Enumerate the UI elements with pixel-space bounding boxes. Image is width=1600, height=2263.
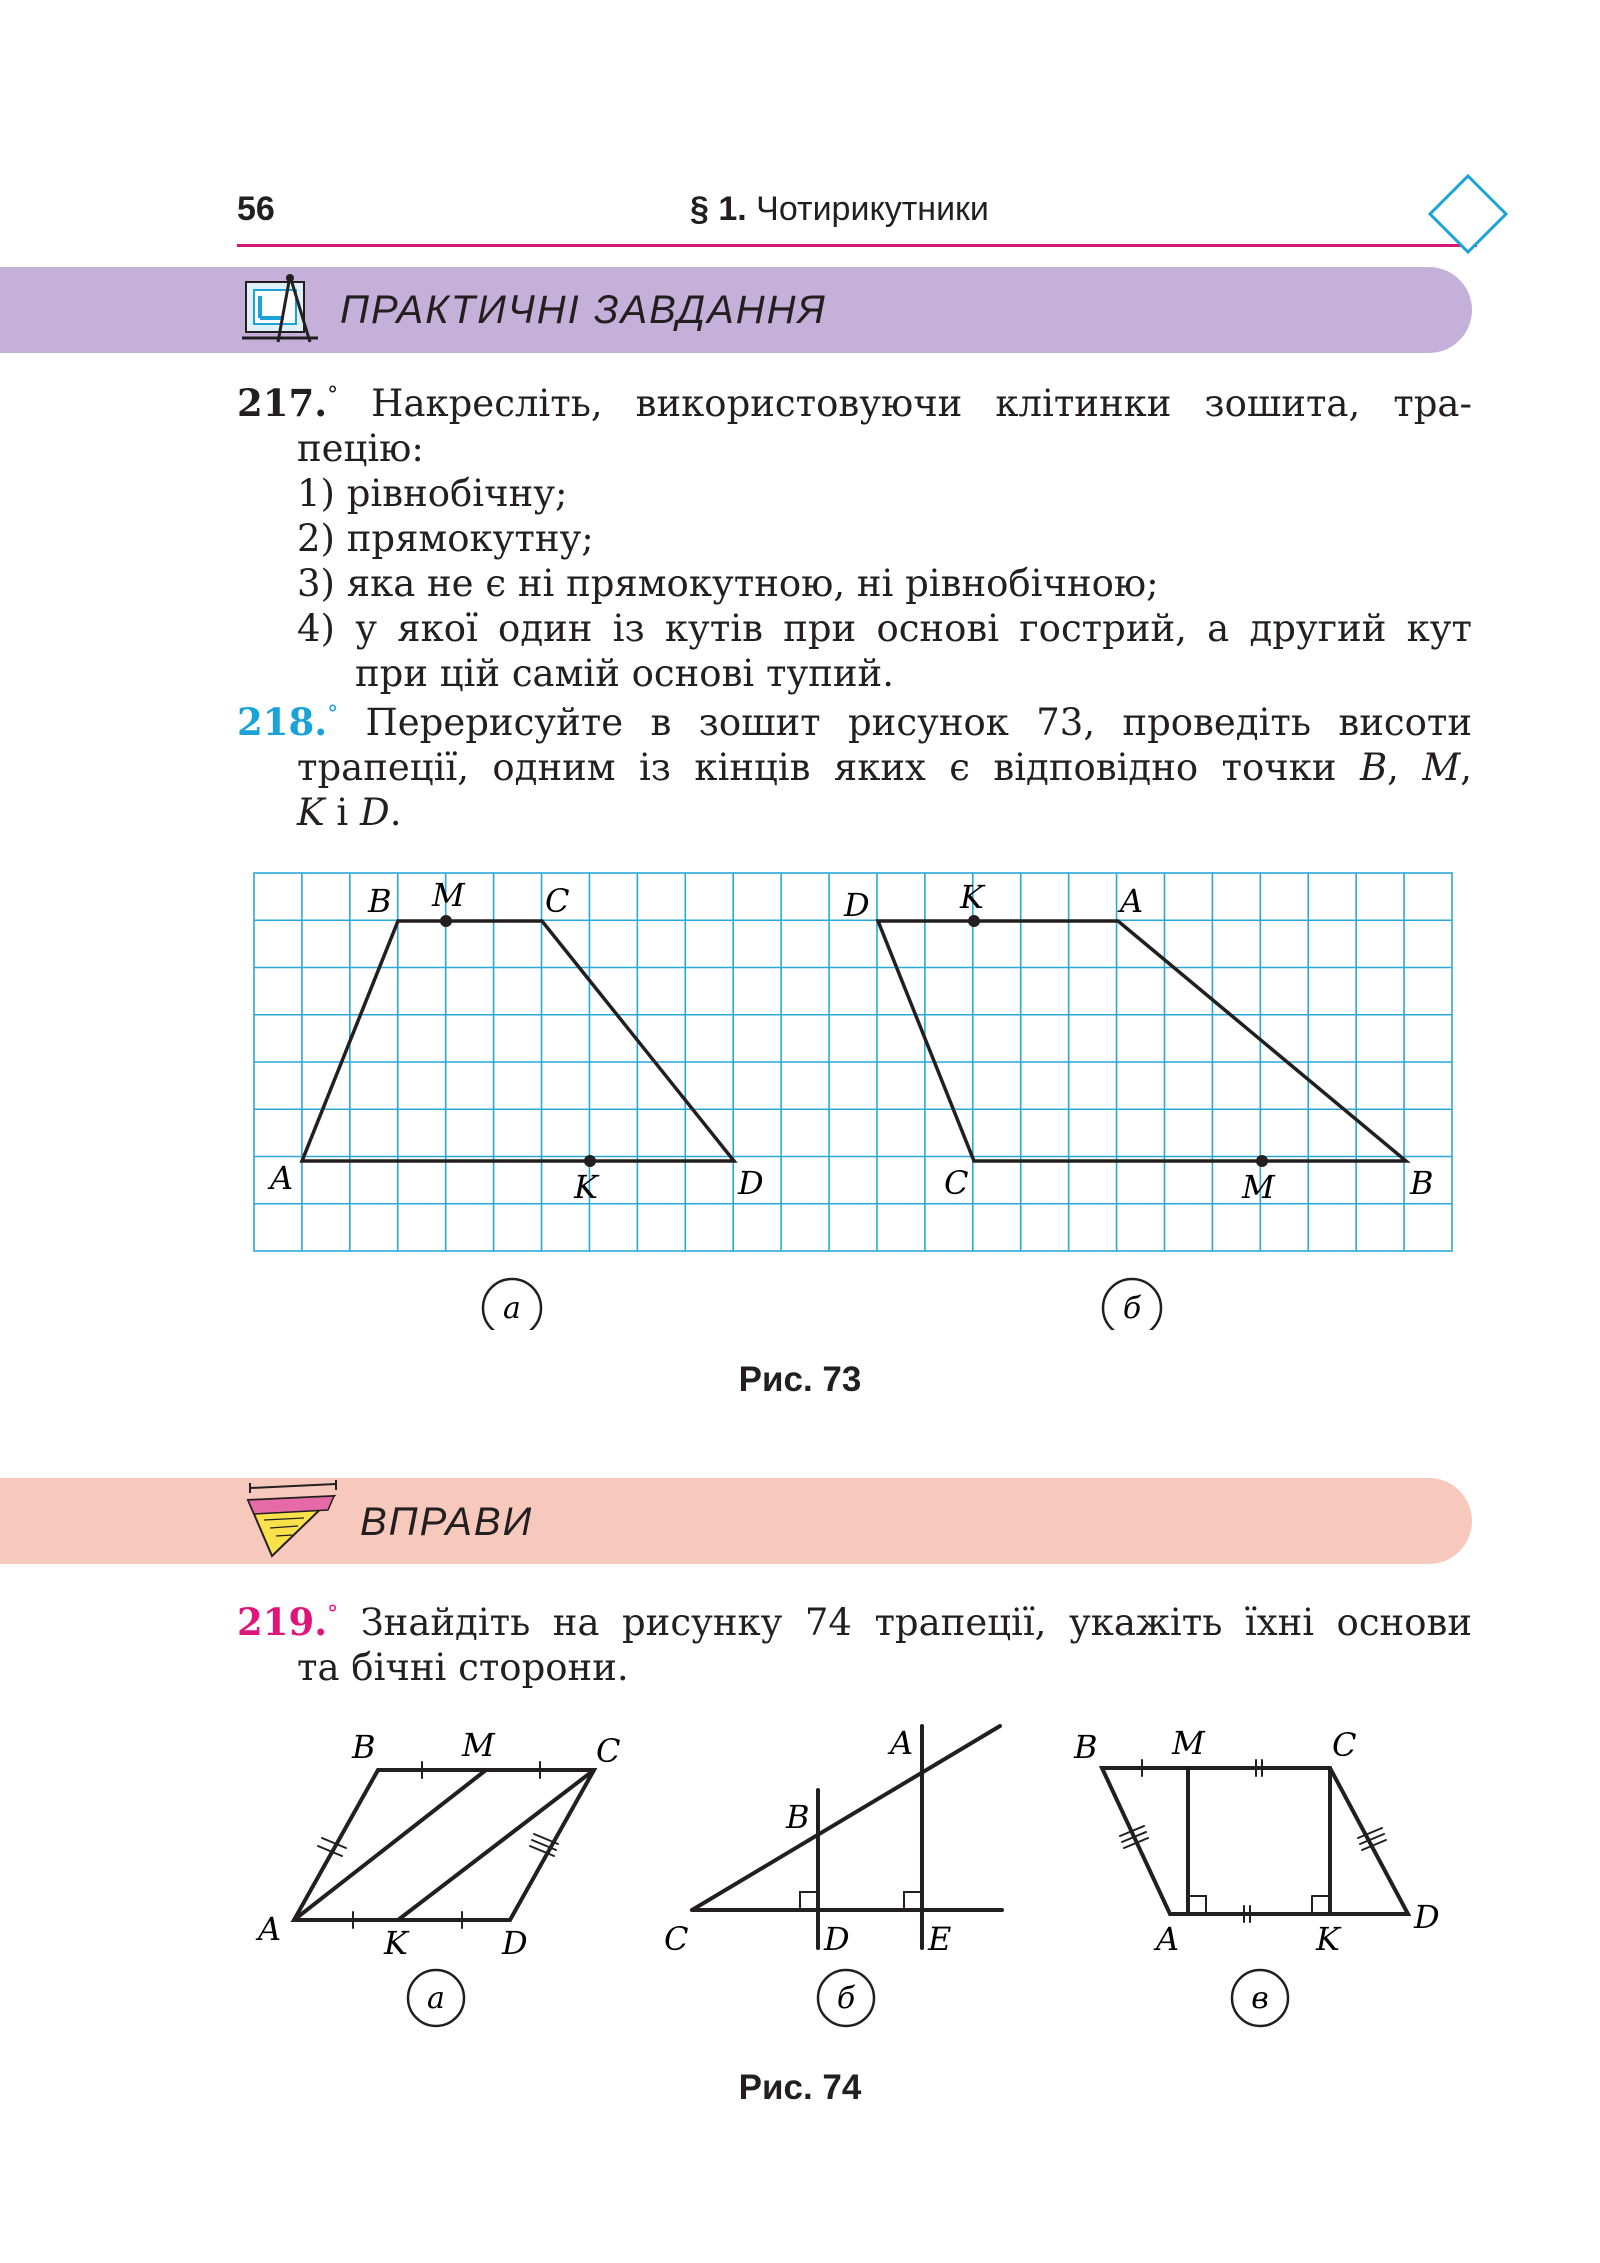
figure-73 [240, 860, 1470, 1330]
label-d: D [844, 886, 870, 924]
label-k: K [1316, 1920, 1340, 1958]
trapezoid-a [302, 921, 734, 1161]
label-c: C [944, 1164, 969, 1202]
label-a: A [1120, 882, 1144, 920]
task-text: Перерисуйте в зошит рисунок 73, проведіть висоти [365, 701, 1472, 744]
task-text: Накресліть, використовуючи клітинки зошита, тра- [371, 382, 1472, 425]
list-item: 1) рівнобічну; [297, 472, 568, 515]
label-m: M [432, 876, 465, 914]
point-m [1256, 1155, 1268, 1167]
drafting-tools-icon [240, 272, 324, 348]
label-m: M [1172, 1724, 1205, 1762]
task-text: пецію: [297, 427, 424, 470]
label-k: K [574, 1168, 598, 1206]
task-text: Знайдіть на рисунку 74 трапеції, укажіть їхні основи [360, 1601, 1472, 1644]
list-item: 3) яка не є ні прямокутною, ні рівнобічною; [297, 562, 1159, 605]
exercises-banner [0, 1478, 1472, 1564]
label-c: C [596, 1732, 621, 1770]
task-219 [237, 1592, 1472, 1690]
diamond-icon [1426, 172, 1510, 256]
sub-label-a: а [427, 1981, 445, 2016]
label-d: D [502, 1924, 528, 1962]
figure-73-caption: Рис. 73 [738, 1360, 862, 1399]
label-k: K [384, 1924, 408, 1962]
header-rule [237, 244, 1477, 247]
section-title: Чотирикутники [756, 190, 989, 228]
practical-title: ПРАКТИЧНІ ЗАВДАННЯ [340, 288, 827, 332]
sub-label-v: в [1251, 1981, 1269, 2016]
list-item: 2) прямокутну; [297, 517, 594, 560]
figure-74-caption: Рис. 74 [738, 2068, 862, 2107]
label-b: B [1410, 1164, 1434, 1202]
exercises-title: ВПРАВИ [360, 1500, 534, 1544]
label-c: C [664, 1920, 689, 1958]
label-c: C [545, 882, 570, 920]
task-number: 218. [237, 700, 328, 744]
conjunction: і [336, 791, 349, 834]
label-m: M [1242, 1168, 1275, 1206]
list-item: при цій самій основі тупий. [355, 652, 894, 695]
task-number: 219. [237, 1600, 328, 1644]
point-k [968, 915, 980, 927]
task-number: 217. [237, 381, 328, 425]
comma: , [1460, 746, 1472, 789]
label-b: B [786, 1798, 810, 1836]
point-k [584, 1155, 596, 1167]
degree-mark: ° [327, 702, 339, 727]
label-a: A [270, 1159, 294, 1197]
degree-mark: ° [327, 1602, 339, 1627]
task-text: трапеції, одним із кінців яких є відповідно точки [297, 746, 1360, 789]
label-k: K [960, 878, 984, 916]
task-text: та бічні сторони. [297, 1646, 629, 1689]
sub-label-b: б [1122, 1291, 1142, 1326]
figure-74-v [1102, 1760, 1408, 1922]
point-label: D [360, 791, 390, 834]
label-b: B [352, 1728, 376, 1766]
sub-label-a: а [503, 1291, 521, 1326]
ruler-triangle-icon [244, 1480, 344, 1560]
label-d: D [824, 1920, 850, 1958]
sub-label-b: б [836, 1981, 856, 2016]
figure-74 [240, 1710, 1470, 2040]
list-item: 4) у якої один із кутів при основі гострий, а другий кут [297, 607, 1472, 650]
page-number: 56 [237, 190, 275, 228]
point-label: B [1359, 746, 1388, 789]
trapezoid-b [878, 921, 1406, 1161]
label-d: D [1414, 1898, 1440, 1936]
label-c: C [1332, 1726, 1357, 1764]
label-a: A [258, 1910, 282, 1948]
figure-74-a [294, 1762, 594, 1928]
label-a: A [890, 1724, 914, 1762]
task-218 [237, 692, 1472, 835]
period: . [389, 791, 402, 834]
label-a: A [1156, 1920, 1180, 1958]
section-header [690, 190, 989, 229]
label-b: B [368, 882, 392, 920]
label-b: B [1074, 1728, 1098, 1766]
label-d: D [738, 1164, 764, 1202]
label-m: M [462, 1726, 495, 1764]
figure-74-b [692, 1726, 1002, 1948]
task-217 [237, 373, 1472, 696]
comma: , [1387, 746, 1399, 789]
label-e: E [928, 1920, 952, 1958]
point-label: M [1422, 746, 1461, 789]
point-label: K [297, 791, 325, 834]
point-m [440, 915, 452, 927]
section-mark: § 1. [690, 190, 747, 228]
degree-mark: ° [327, 383, 339, 408]
